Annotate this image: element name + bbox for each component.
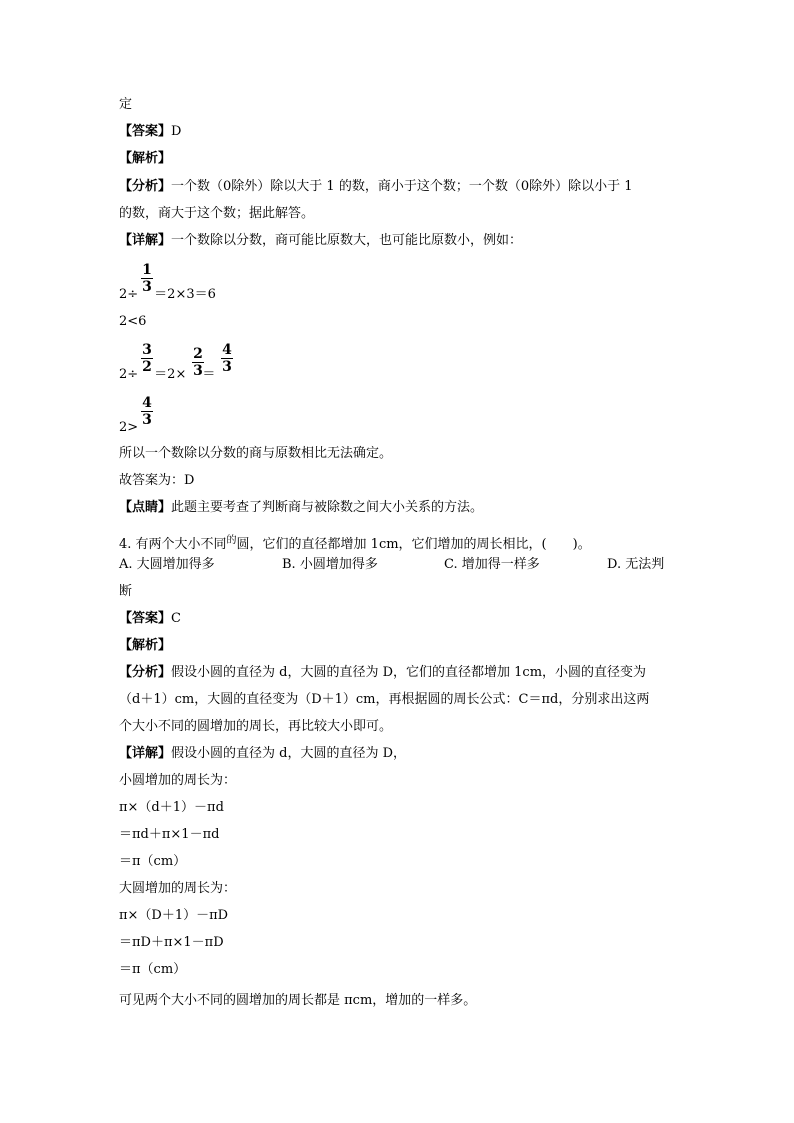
xiangjie-tag: 【详解】 [119,746,172,761]
fenxi-tag: 【分析】 [119,665,172,680]
stem-text: 圆，它们的直径都增加 1cm，它们增加的周长相比，( )。 [236,537,591,552]
note-text: 此题主要考查了判断商与被除数之间大小关系的方法。 [171,500,484,515]
step-line: 可见两个大小不同的圆增加的周长都是 πcm，增加的一样多。 [119,993,477,1008]
detail-line [119,233,522,249]
fraction: 4 3 [222,342,232,375]
option-d: D. 无法判 [607,557,665,572]
fraction: 3 2 [142,342,152,375]
eq-text: 2÷ [119,367,139,382]
text-line: （d＋1）cm，大圆的直径变为（D＋1）cm，再根据圆的周长公式：C＝πd，分别求出这两 [119,692,650,707]
step-line: π×（d＋1）－πd [119,800,224,815]
step-line: 小圆增加的周长为： [119,773,237,788]
final-answer: 故答案为：D [119,473,195,488]
eq-text: ＝2× [154,367,187,382]
fenxi-tag: 【分析】 [119,179,172,194]
answer-tag: 【答案】 [119,124,172,139]
xiangjie-text: 假设小圆的直径为 d，大圆的直径为 D， [171,746,407,761]
eq-text: 2÷ [119,287,139,302]
answer-line [119,124,181,140]
option-a: A. 大圆增加得多 [119,557,215,572]
step-line: ＝πD＋π×1－πD [119,935,224,950]
conclusion: 所以一个数除以分数的商与原数相比无法确定。 [119,446,393,461]
step-line: ＝π（cm） [119,962,187,977]
option-c: C. 增加得一样多 [444,557,540,572]
analysis-line [119,179,633,195]
stem-text: 4. 有两个大小不同 [119,537,227,552]
fraction: 2 3 [193,346,203,379]
fraction: 4 3 [142,395,152,428]
analysis-tag: 【解析】 [119,151,172,166]
step-line: 大圆增加的周长为： [119,881,237,896]
stem-small: 的 [226,535,237,546]
step-line: ＝πd＋π×1－πd [119,827,220,842]
fenxi-text: 假设小圆的直径为 d，大圆的直径为 D，它们的直径都增加 1cm，小圆的直径变为 [171,665,647,680]
analysis-tag-2: 【解析】 [119,638,172,653]
comparison-1: 2<6 [119,314,147,329]
text-line: 的数，商大于这个数；据此解答。 [119,206,315,221]
note-line [119,500,483,516]
fenxi-text: 一个数（0除外）除以大于 1 的数，商小于这个数；一个数（0除外）除以小于 1 [171,179,633,194]
step-line: ＝π（cm） [119,854,187,869]
comparison-2: 2> [119,420,139,435]
step-line: π×（D＋1）－πD [119,908,229,923]
analysis-line-2 [119,665,646,681]
equation-1 [119,287,216,303]
text-line: 个大小不同的圆增加的周长，再比较大小即可。 [119,719,393,734]
detail-line-2 [119,746,406,762]
option-d-cont: 断 [119,584,133,599]
answer-tag: 【答案】 [119,611,172,626]
eq-text: ＝ [202,367,216,382]
question-stem [119,533,591,553]
text-line: 定 [119,97,133,112]
xiangjie-tag: 【详解】 [119,233,172,248]
answer-value: D [171,124,182,139]
option-b: B. 小圆增加得多 [282,557,378,572]
answer-line-2 [119,611,181,627]
eq-text: ＝2×3＝6 [154,287,216,302]
fraction: 1 3 [142,262,152,295]
answer-value: C [171,611,181,626]
xiangjie-text: 一个数除以分数，商可能比原数大，也可能比原数小，例如： [171,233,523,248]
note-tag: 【点睛】 [119,500,172,515]
